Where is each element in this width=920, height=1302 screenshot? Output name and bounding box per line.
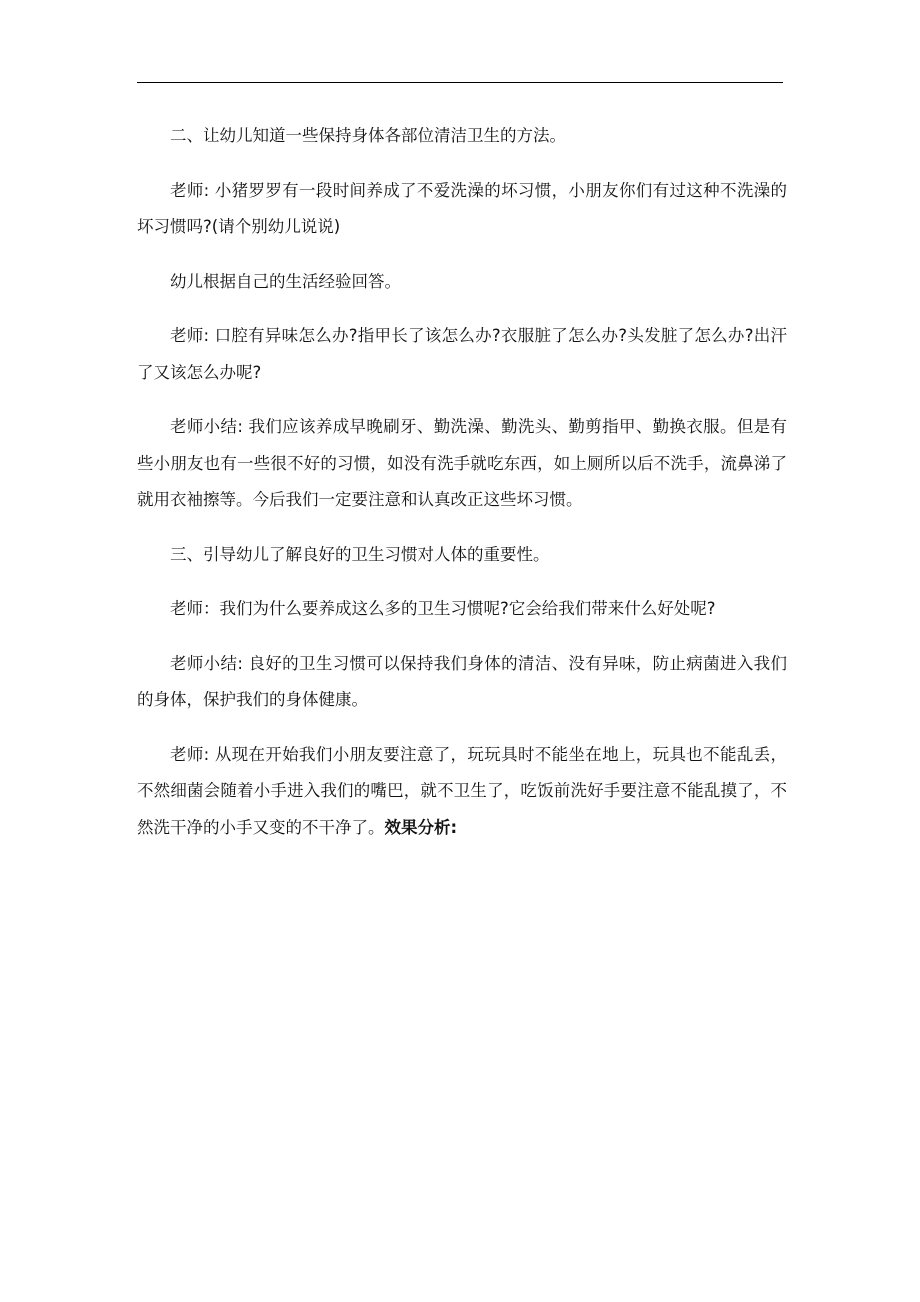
effect-analysis-label: 效果分析: (384, 817, 458, 837)
document-body (137, 118, 787, 846)
header-rule (137, 82, 783, 83)
teacher-question-paragraph: 老师: 小猪罗罗有一段时间养成了不爱洗澡的坏习惯，小朋友你们有过这种不洗澡的坏习惯吗?(请个别幼儿说说) (137, 180, 787, 236)
teacher-summary-habits-paragraph: 老师小结: 我们应该养成早晚刷牙、勤洗澡、勤洗头、勤剪指甲、勤换衣服。但是有些小朋友也有一些很不好的习惯，如没有洗手就吃东西，如上厕所以后不洗手，流鼻涕了就用衣袖擦等。今后我们一定要注意和认真改正这些坏习惯。 (137, 417, 787, 509)
teacher-importance-question-paragraph: 老师：我们为什么要养成这么多的卫生习惯呢?它会给我们带来什么好处呢? (170, 599, 716, 618)
teacher-summary-health-paragraph: 老师小结: 良好的卫生习惯可以保持我们身体的清洁、没有异味，防止病菌进入我们的身体，保护我们的身体健康。 (137, 653, 787, 709)
teacher-closing-paragraph (137, 737, 787, 847)
section-heading-3: 三、引导幼儿了解良好的卫生习惯对人体的重要性。 (170, 544, 550, 564)
child-answer-paragraph: 幼儿根据自己的生活经验回答。 (170, 271, 401, 291)
closing-text: 老师: 从现在开始我们小朋友要注意了，玩玩具时不能坐在地上，玩具也不能乱丢，不然细菌会随着小手进入我们的嘴巴，就不卫生了，吃饭前洗好手要注意不能乱摸了，不然洗干净的小手又变的不干净了。 (137, 744, 787, 837)
teacher-hygiene-questions-paragraph: 老师: 口腔有异味怎么办?指甲长了该怎么办?衣服脏了怎么办?头发脏了怎么办?出汗了又该怎么办呢? (137, 326, 787, 382)
section-heading-2: 二、让幼儿知道一些保持身体各部位清洁卫生的方法。 (170, 126, 566, 145)
